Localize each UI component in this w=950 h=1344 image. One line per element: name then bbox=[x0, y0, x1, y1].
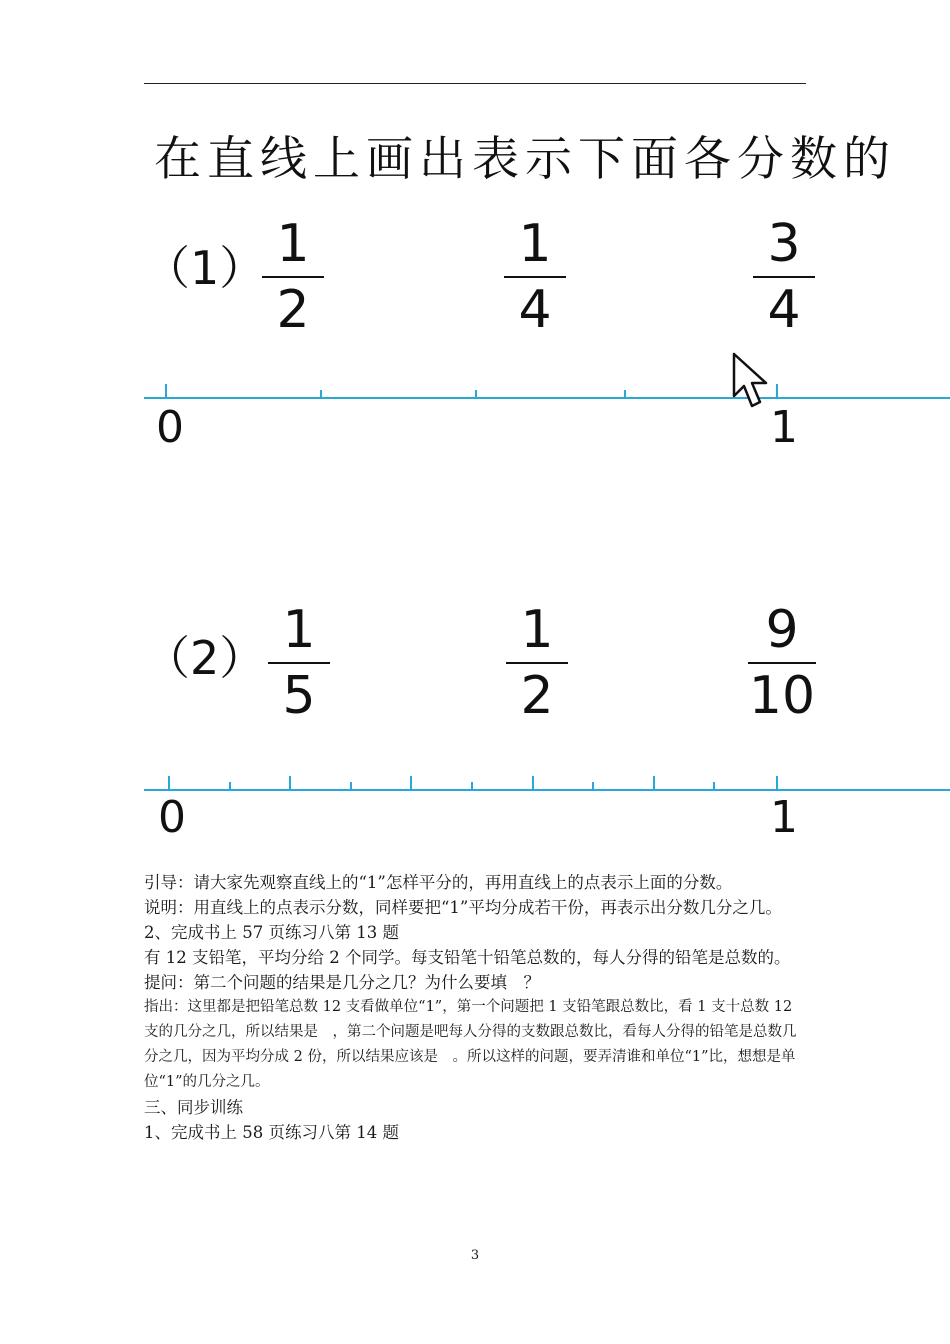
exercise-2-heading: 2、完成书上 57 页练习八第 13 题 bbox=[144, 923, 399, 942]
question-2-label: （2） bbox=[144, 631, 266, 685]
arrow-cursor-icon bbox=[732, 352, 768, 412]
fraction-1-2 bbox=[502, 602, 572, 724]
fraction-bar bbox=[262, 276, 324, 278]
denominator: 2 bbox=[276, 280, 310, 340]
pencil-problem: 有 12 支铅笔，平均分给 2 个同学。每支铅笔十铅笔总数的，每人分得的铅笔是总数的。 bbox=[144, 948, 791, 967]
denominator: 2 bbox=[520, 666, 554, 726]
numerator: 9 bbox=[765, 600, 799, 660]
denominator: 10 bbox=[748, 666, 816, 726]
fraction-bar bbox=[268, 662, 330, 664]
question-paragraph: 提问：第二个问题的结果是几分之几？为什么要填 ？ bbox=[144, 973, 540, 992]
question-1-label: （1） bbox=[144, 241, 266, 295]
number-line-2 bbox=[144, 762, 950, 822]
number-line-2-one-label: 1 bbox=[770, 792, 798, 843]
fraction-bar bbox=[753, 276, 815, 278]
fraction-1-4 bbox=[500, 216, 570, 338]
embedded-slide-image bbox=[144, 100, 950, 860]
fraction-3-4 bbox=[749, 216, 819, 338]
number-line-1 bbox=[144, 370, 950, 430]
number-line-2-zero-label: 0 bbox=[158, 792, 186, 843]
slide-heading: 在直线上画出表示下面各分数的 bbox=[154, 132, 896, 187]
numerator: 1 bbox=[282, 600, 316, 660]
body-text bbox=[144, 870, 808, 1145]
denominator: 5 bbox=[282, 666, 316, 726]
header-rule bbox=[144, 83, 806, 84]
fraction-1-2 bbox=[258, 216, 328, 338]
point-out-paragraph: 指出：这里都是把铅笔总数 12 支看做单位“1”，第一个问题把 1 支铅笔跟总数比，看 1 支十总数 12 支的几分之几，所以结果是 ，第二个问题是吧每人分得的支数跟总数比，看每人分得的铅笔是总数几分之几，因为平均分成 2 份，所以结果应该是 。所以这样的问题，要弄清谁和单位“1”比，想想是单位“1”的几分之几。 bbox=[144, 999, 797, 1090]
numerator: 1 bbox=[276, 214, 310, 274]
exercise-1-heading: 1、完成书上 58 页练习八第 14 题 bbox=[144, 1123, 399, 1142]
fraction-bar bbox=[748, 662, 816, 664]
page-number: 3 bbox=[470, 1248, 480, 1263]
denominator: 4 bbox=[767, 280, 801, 340]
fraction-9-10 bbox=[744, 602, 820, 724]
section-3-heading: 三、同步训练 bbox=[144, 1098, 243, 1117]
fraction-bar bbox=[504, 276, 566, 278]
fraction-bar bbox=[506, 662, 568, 664]
guide-paragraph: 引导：请大家先观察直线上的“1”怎样平分的，再用直线上的点表示上面的分数。 bbox=[144, 873, 733, 892]
number-line-1-zero-label: 0 bbox=[156, 402, 184, 453]
number-line-1-one-label: 1 bbox=[770, 402, 798, 453]
explanation-paragraph: 说明：用直线上的点表示分数，同样要把“1”平均分成若干份，再表示出分数几分之几。 bbox=[144, 898, 782, 917]
denominator: 4 bbox=[518, 280, 552, 340]
numerator: 1 bbox=[518, 214, 552, 274]
numerator: 3 bbox=[767, 214, 801, 274]
numerator: 1 bbox=[520, 600, 554, 660]
fraction-1-5 bbox=[264, 602, 334, 724]
